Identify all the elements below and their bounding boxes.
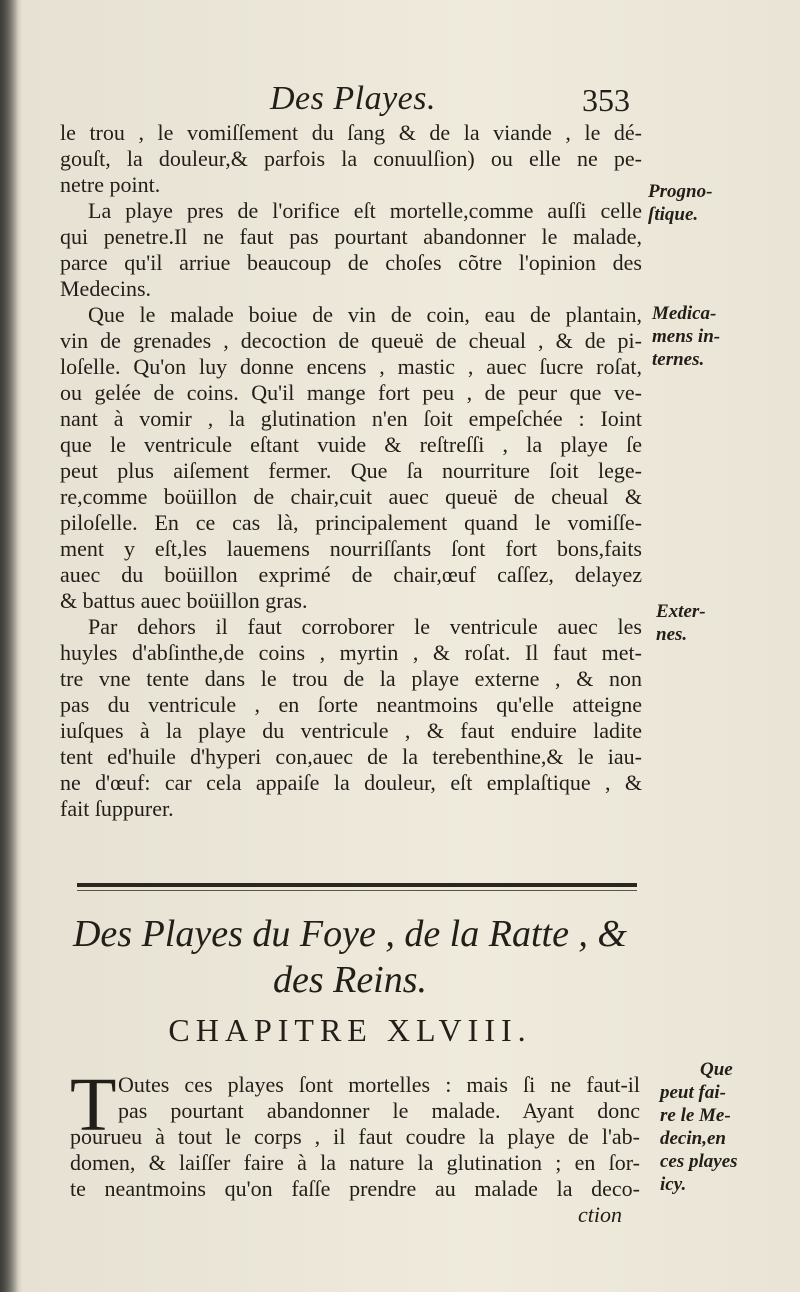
margin-note-externes: Exter- nes. <box>656 601 706 645</box>
text-line: Outes ces playes ſont mortelles : mais ſi ne faut-il <box>118 1072 640 1097</box>
text-line: vin de grenades , decoction de queuë de cheual , & de pi- <box>60 328 642 353</box>
section-divider-thin-rule <box>77 890 637 891</box>
text-line: re,comme boüillon de chair,cuit auec queuë de cheual & <box>60 484 642 509</box>
text-line: nant à vomir , la glutination n'en ſoit empeſchée : Ioint <box>60 406 642 431</box>
section-divider-rule <box>77 883 637 887</box>
text-line: fait ſuppurer. <box>60 796 174 821</box>
section-2-text <box>70 1063 640 1228</box>
text-line: ou gelée de coins. Qu'il mange fort peu , de peur que ve- <box>60 380 642 405</box>
text-line: gouſt, la douleur,& parfois la conuulſion) ou elle ne pe- <box>60 146 642 171</box>
text-line: loſelle. Qu'on luy donne encens , mastic , auec ſucre roſat, <box>60 354 642 379</box>
text-line: que le ventricule eſtant vuide & reſtreſſi , la playe ſe <box>60 432 642 457</box>
chapter-title-line-1: Des Playes du Foye , de la Ratte , & <box>72 913 627 955</box>
text-line: & battus auec boüillon gras. <box>60 588 308 613</box>
text-line: qui penetre.Il ne faut pas pourtant abandonner le malade, <box>60 224 642 249</box>
chapter-title-line-2: des Reins. <box>272 959 428 1001</box>
section-1-text <box>60 120 642 822</box>
text-line: peut plus aiſement fermer. Que ſa nourriture ſoit lege- <box>60 458 642 483</box>
drop-cap: T <box>70 1063 117 1147</box>
text-line: Par dehors il faut corroborer le ventricule auec les <box>88 614 642 639</box>
text-line: piloſelle. En ce cas là, principalement quand le vomiſſe- <box>60 510 642 535</box>
text-line: domen, & laiſſer faire à la nature la glutination ; en ſor- <box>70 1150 640 1175</box>
margin-note-que-peut-faire: Que peut fai- re le Me- decin,en ces playes icy. <box>660 1059 738 1195</box>
text-line: le trou , le vomiſſement du ſang & de la viande , le dé- <box>60 120 642 145</box>
text-line: ment y eſt,les lauemens nourriſſants ſont fort bons,faits <box>60 536 642 561</box>
text-line: ne d'œuf: car cela appaiſe la douleur, eſt emplaſtique , & <box>60 770 642 795</box>
margin-note-medicamens-internes: Medica- mens in- ternes. <box>652 303 721 370</box>
text-line: parce qu'il arriue beaucoup de choſes cõtre l'opinion des <box>60 250 642 275</box>
text-line: iuſques à la playe du ventricule , & faut enduire ladite <box>60 718 642 743</box>
text-line: La playe pres de l'orifice eſt mortelle,comme auſſi celle <box>88 198 642 223</box>
text-line: huyles d'abſinthe,de coins , myrtin , & roſat. Il faut met- <box>60 640 642 665</box>
margin-note-prognostique: Progno- ſtique. <box>648 181 713 225</box>
chapter-number: CHAPITRE XLVIII. <box>168 1012 532 1048</box>
text-line: netre point. <box>60 172 161 197</box>
page-number: 353 <box>582 82 630 118</box>
text-line: Que le malade boiue de vin de coin, eau de plantain, <box>88 302 642 327</box>
running-title: Des Playes. <box>270 80 437 117</box>
text-line: pas du ventricule , en ſorte neantmoins qu'elle atteigne <box>60 692 642 717</box>
text-line: ction <box>578 1202 622 1227</box>
text-line: tre vne tente dans le trou de la playe externe , & non <box>60 666 642 691</box>
text-line: te neantmoins qu'on faſſe prendre au malade la deco- <box>70 1176 640 1201</box>
text-line: Medecins. <box>60 276 152 301</box>
text-line: pas pourtant abandonner le malade. Ayant donc <box>118 1098 640 1123</box>
text-line: tent ed'huile d'hyperi con,auec de la terebenthine,& le iau- <box>60 744 642 769</box>
text-line: pourueu à tout le corps , il faut coudre la playe de l'ab- <box>70 1124 640 1149</box>
gutter-shadow <box>0 0 18 1292</box>
text-line: auec du boüillon exprimé de chair,œuf caſſez, delayez <box>60 562 642 587</box>
